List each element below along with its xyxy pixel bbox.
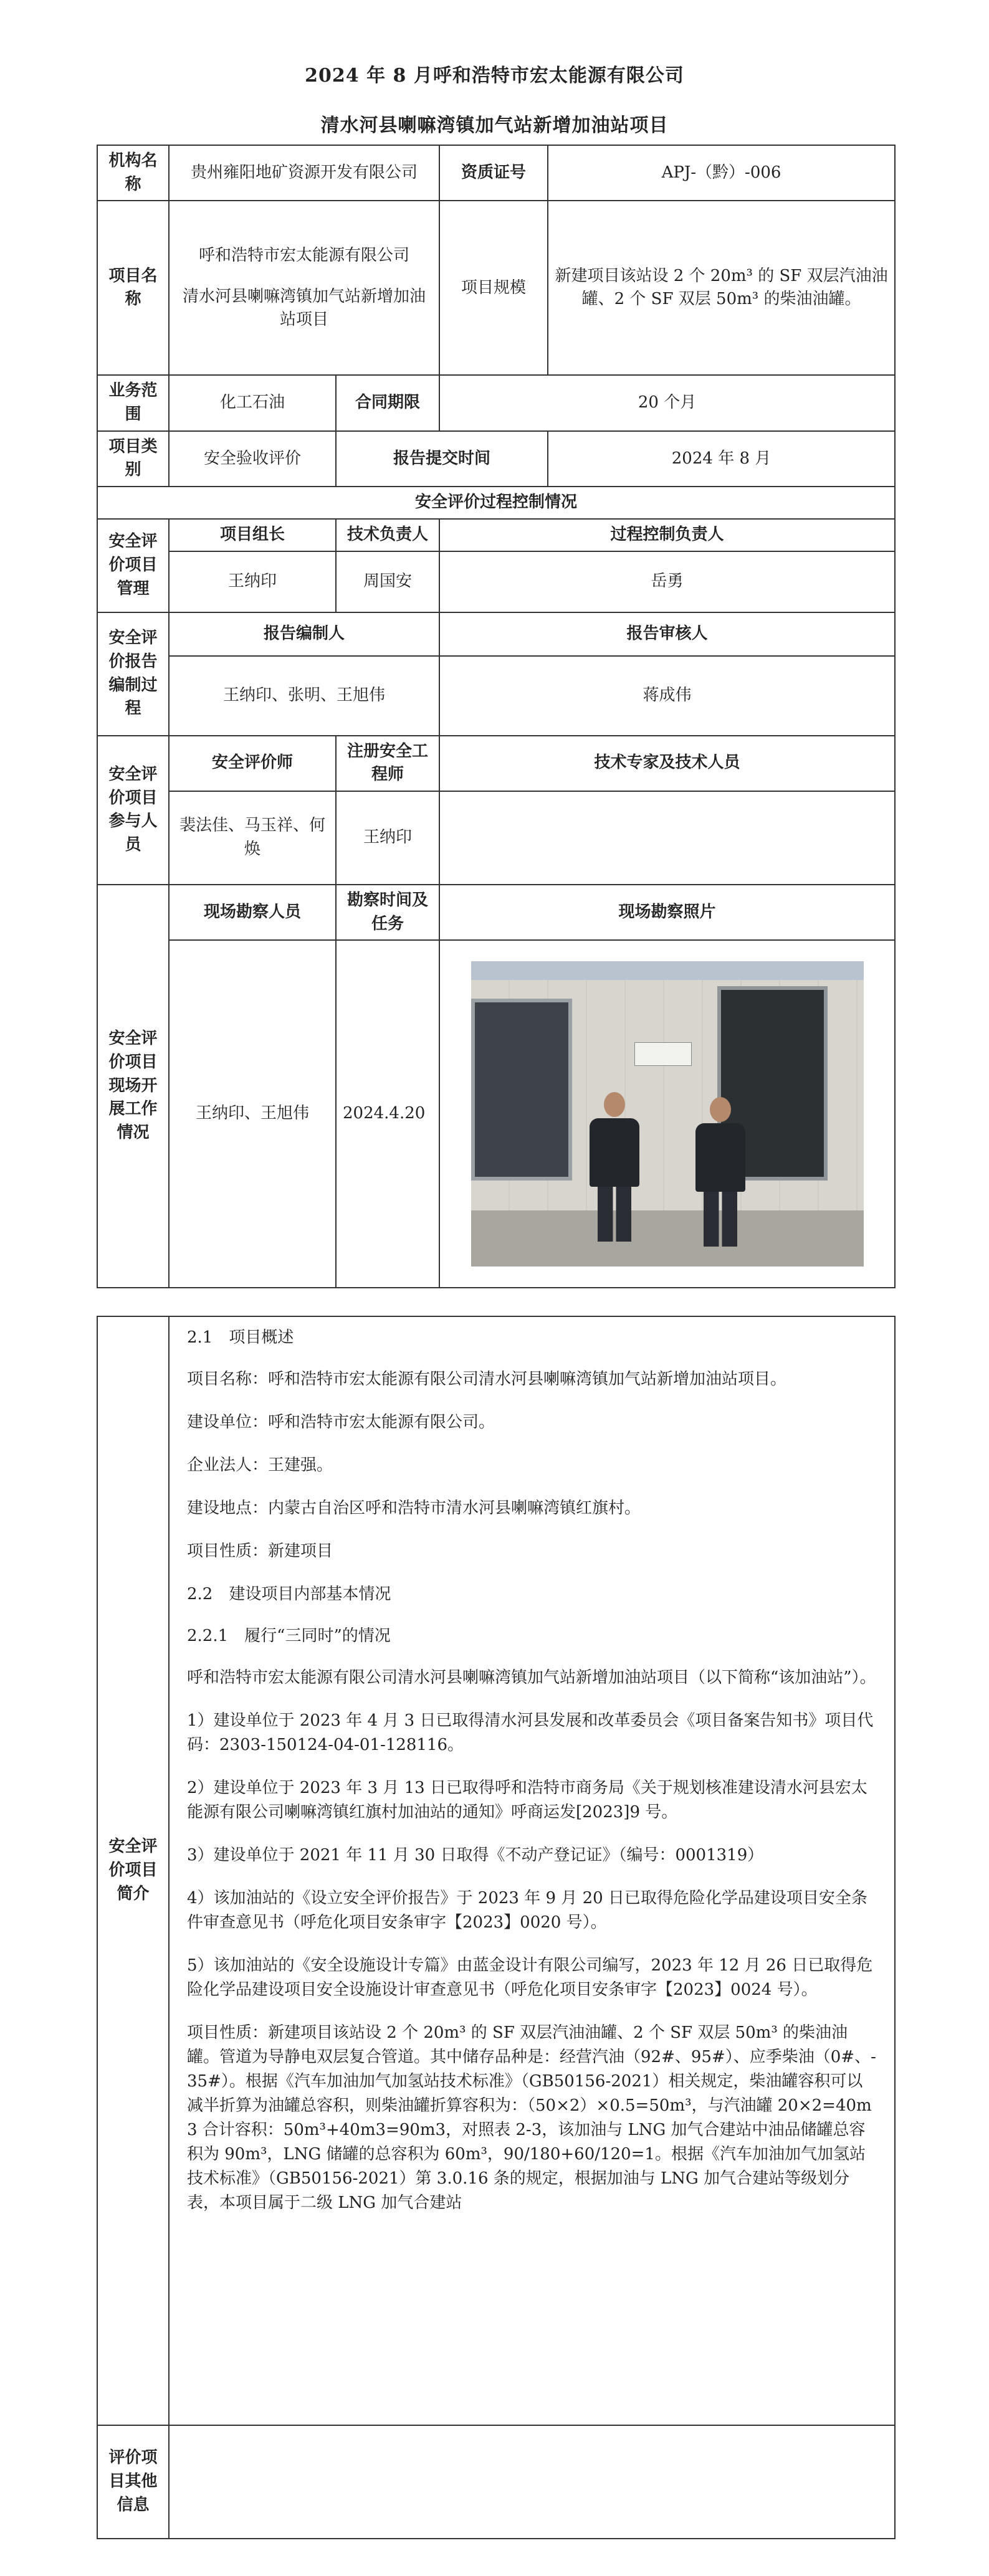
project-intro-table [97,1316,896,2539]
mgmt-col-tech: 技术负责人 [336,519,439,551]
cert-label: 资质证号 [439,145,548,201]
para-intro: 呼和浩特市宏太能源有限公司清水河县喇嘛湾镇加气站新增加油站项目（以下简称“该加油站”）。 [187,1668,876,1687]
participants-col-experts: 技术专家及技术人员 [439,736,895,791]
compile-col-reviewer: 报告审核人 [439,612,895,656]
report-time-label: 报告提交时间 [336,431,548,487]
project-name-line2: 清水河县喇嘛湾镇加气站新增加油站项目 [183,287,426,330]
project-name-label: 项目名称 [97,201,169,375]
cert-value: APJ-（黔）-006 [548,145,895,201]
other-info-label: 评价项目其他信息 [97,2425,169,2539]
participants-col-engineer: 注册安全工程师 [336,736,439,791]
participants-col-evaluator: 安全评价师 [169,736,336,791]
evaluation-info-table [97,145,896,1288]
report-time-value: 2024 年 8 月 [548,431,895,487]
para-item-4: 4）该加油站的《设立安全评价报告》于 2023 年 9 月 20 日已取得危险化学品建设项目安全条件审查意见书（呼危化项目安条审字【2023】0020 号）。 [187,1889,867,1932]
para-nature: 项目性质：新建项目 [187,1542,333,1561]
site-col-staff: 现场勘察人员 [169,885,336,940]
photo-person-right [695,1097,745,1247]
para-item-1: 1）建设单位于 2023 年 4 月 3 日已取得清水河县发展和改革委员会《项目备案告知书》项目代码：2303-150124-04-01-128116。 [187,1711,874,1754]
participants-label: 安全评价项目参与人员 [97,736,169,885]
participants-engineer-value: 王纳印 [336,791,439,885]
mgmt-leader-value: 王纳印 [169,551,336,612]
project-title: 清水河县喇嘛湾镇加气站新增加油站项目 [320,115,669,136]
site-time-value: 2024.4.20 [336,940,439,1288]
org-name-value: 贵州雍阳地矿资源开发有限公司 [169,145,439,201]
site-label: 安全评价项目现场开展工作情况 [97,885,169,1288]
para-location: 建设地点：内蒙古自治区呼和浩特市清水河县喇嘛湾镇红旗村。 [187,1499,641,1518]
para-2-2: 2.2 建设项目内部基本情况 [187,1585,391,1604]
participants-evaluator-value: 裴法佳、马玉祥、何焕 [169,791,336,885]
para-2-1: 2.1 项目概述 [187,1328,294,1347]
scale-value: 新建项目该站设 2 个 20m³ 的 SF 双层汽油油罐、2 个 SF 双层 50m³ 的柴油油罐。 [548,201,895,375]
site-photo-cell [439,940,895,1288]
document-title: 2024 年 8 月呼和浩特市宏太能源有限公司 [305,65,684,87]
mgmt-col-leader: 项目组长 [169,519,336,551]
photo-person-left [590,1092,639,1242]
contract-value: 20 个月 [439,375,895,430]
para-project-name: 项目名称：呼和浩特市宏太能源有限公司清水河县喇嘛湾镇加气站新增加油站项目。 [187,1370,787,1389]
para-legal-rep: 企业法人：王建强。 [187,1456,333,1475]
category-label: 项目类别 [97,431,169,487]
site-col-photo: 现场勘察照片 [439,885,895,940]
site-staff-value: 王纳印、王旭伟 [169,940,336,1288]
mgmt-process-value: 岳勇 [439,551,895,612]
scale-label: 项目规模 [439,201,548,375]
compile-col-author: 报告编制人 [169,612,439,656]
site-col-time: 勘察时间及任务 [336,885,439,940]
project-name-value [169,201,439,375]
intro-content [169,1316,895,2425]
mgmt-tech-value: 周国安 [336,551,439,612]
site-survey-photo [471,961,864,1267]
project-name-line1: 呼和浩特市宏太能源有限公司 [199,245,410,265]
business-value: 化工石油 [169,375,336,430]
business-label: 业务范围 [97,375,169,430]
contract-label: 合同期限 [336,375,439,430]
participants-experts-value [439,791,895,885]
para-2-2-1: 2.2.1 履行“三同时”的情况 [187,1627,391,1645]
para-builder: 建设单位：呼和浩特市宏太能源有限公司。 [187,1413,495,1432]
process-control-header: 安全评价过程控制情况 [97,487,895,519]
para-nature-detail: 项目性质：新建项目该站设 2 个 20m³ 的 SF 双层汽油油罐、2 个 SF 双层 50m³ 的柴油油罐。管道为导静电双层复合管道。其中储存品种是：经营汽油（92#、95#）、应季柴油（0#、-35#）。根据《汽车加油加气加氢站技术标准》（GB50156-2021）相关规定，柴油罐容积可以减半折算为油罐总容积，则柴油罐折算容积为：（50×2）×0.5=50m³，与汽油罐 20×2=40m3 合计容积：50m³+40m3=90m3，对照表 2-3，该加油与 LNG 加气合建站中油品储罐总容积为 90m³，LNG 储罐的总容积为 60m³，90/180+60/120=1。根据《汽车加油加气加氢站技术标准》（GB50156-2021）第 3.0.16 条的规定，根据加油与 LNG 加气合建站等级划分表，本项目属于二级 LNG 加气合建站 [187,2023,876,2212]
photo-window [471,999,572,1181]
compile-label: 安全评价报告编制过程 [97,612,169,736]
compile-author-value: 王纳印、张明、王旭伟 [169,656,439,736]
para-item-3: 3）建设单位于 2021 年 11 月 30 日取得《不动产登记证》（编号：0001319） [187,1846,764,1865]
intro-label: 安全评价项目简介 [97,1316,169,2425]
compile-reviewer-value: 蒋成伟 [439,656,895,736]
para-item-2: 2）建设单位于 2023 年 3 月 13 日已取得呼和浩特市商务局《关于规划核准建设清水河县宏太能源有限公司喇嘛湾镇红旗村加油站的通知》呼商运发[2023]9 号。 [187,1779,867,1822]
para-item-5: 5）该加油站的《安全设施设计专篇》由蓝金设计有限公司编写，2023 年 12 月 26 日已取得危险化学品建设项目安全设施设计审查意见书（呼危化项目安条审字【2023】0024 号）。 [187,1956,873,1999]
mgmt-col-process: 过程控制负责人 [439,519,895,551]
category-value: 安全验收评价 [169,431,336,487]
mgmt-label: 安全评价项目管理 [97,519,169,612]
other-info-value [169,2425,895,2539]
org-name-label: 机构名称 [97,145,169,201]
photo-sign [634,1042,692,1066]
